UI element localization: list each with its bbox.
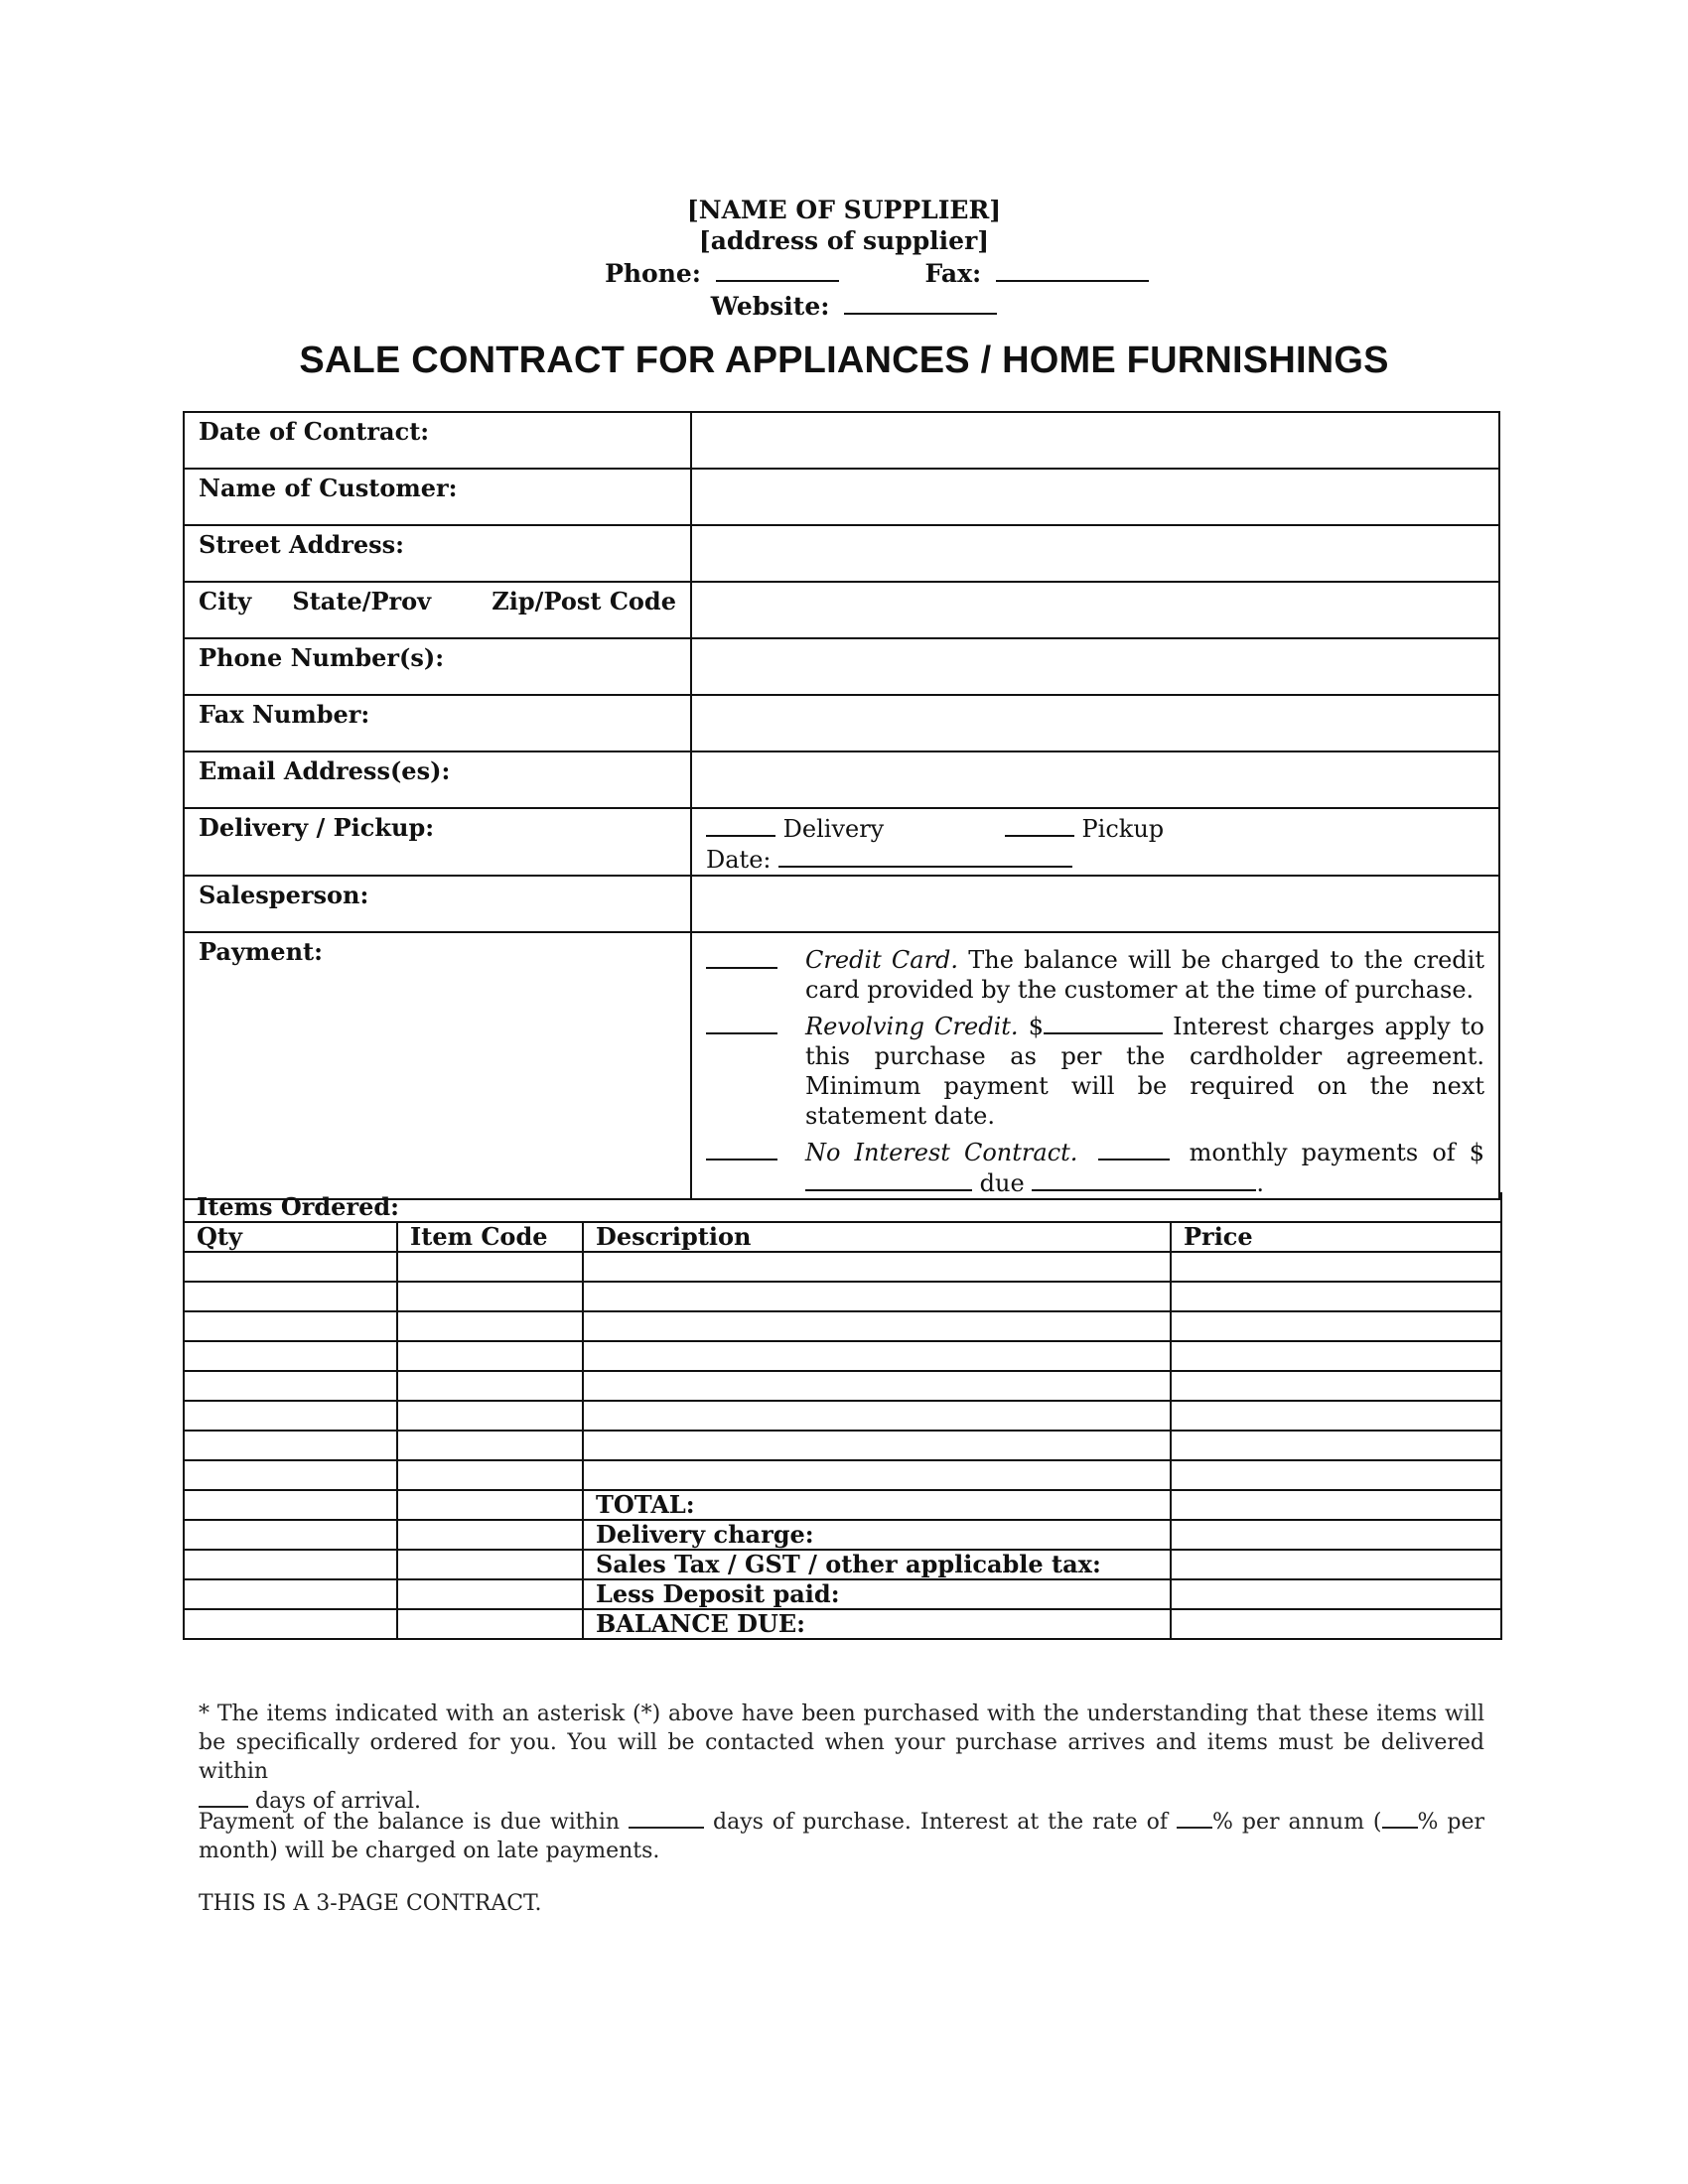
payment-options — [691, 932, 1499, 1199]
table-row — [184, 1371, 1501, 1401]
form-row-salesperson — [184, 876, 1499, 932]
payment-due-text-1: Payment of the balance is due within — [199, 1810, 621, 1835]
description-cell[interactable] — [583, 1341, 1171, 1371]
item-code-cell[interactable] — [397, 1401, 583, 1431]
item-code-cell[interactable] — [397, 1579, 583, 1609]
qty-cell[interactable] — [184, 1579, 397, 1609]
qty-cell[interactable] — [184, 1311, 397, 1341]
delivery-option-label: Delivery — [782, 815, 885, 843]
payment-due-text-3: % per annum ( — [1212, 1810, 1382, 1835]
col-price: Price — [1171, 1222, 1501, 1252]
items-ordered-heading: Items Ordered: — [184, 1192, 1501, 1222]
no-interest-count-field[interactable] — [1098, 1137, 1170, 1160]
sales-tax-label: Sales Tax / GST / other applicable tax: — [583, 1550, 1171, 1579]
monthly-rate-field[interactable] — [1382, 1807, 1418, 1829]
salesperson-label: Salesperson: — [184, 876, 691, 932]
description-cell[interactable] — [583, 1431, 1171, 1460]
delivery-pickup-label: Delivery / Pickup: — [184, 808, 691, 876]
phone-numbers-label: Phone Number(s): — [184, 638, 691, 695]
customer-form — [183, 411, 1500, 1200]
qty-cell[interactable] — [184, 1609, 397, 1639]
website-label: Website: — [710, 292, 830, 321]
item-code-cell[interactable] — [397, 1460, 583, 1490]
date-of-contract-field[interactable] — [691, 412, 1499, 469]
delivery-charge-row — [184, 1520, 1501, 1550]
table-row — [184, 1401, 1501, 1431]
balance-due-row — [184, 1609, 1501, 1639]
revolving-credit-title: Revolving Credit. — [805, 1013, 1019, 1040]
form-row-street — [184, 525, 1499, 582]
payment-due-text-2: days of purchase. Interest at the rate of — [713, 1810, 1169, 1835]
table-row — [184, 1282, 1501, 1311]
payment-revolving-credit — [706, 1011, 1484, 1131]
price-cell[interactable] — [1171, 1401, 1501, 1431]
description-cell[interactable] — [583, 1371, 1171, 1401]
delivery-date-label: Date: — [706, 846, 772, 874]
revolving-credit-text: Interest charges apply to this purchase as per the cardholder agreement. Minimum payment will be required on the next statement date. — [805, 1013, 1484, 1130]
qty-cell[interactable] — [184, 1431, 397, 1460]
item-code-cell[interactable] — [397, 1490, 583, 1520]
item-code-cell[interactable] — [397, 1520, 583, 1550]
total-label: TOTAL: — [583, 1490, 1171, 1520]
street-address-label: Street Address: — [184, 525, 691, 582]
form-row-city — [184, 582, 1499, 638]
table-row — [184, 1460, 1501, 1490]
table-row — [184, 1311, 1501, 1341]
street-address-field[interactable] — [691, 525, 1499, 582]
deposit-row — [184, 1579, 1501, 1609]
payment-due-text-4: % per month) will be charged on late payments. — [199, 1810, 1485, 1863]
payment-no-interest — [706, 1137, 1484, 1198]
balance-due-price-cell[interactable] — [1171, 1609, 1501, 1639]
description-cell[interactable] — [583, 1401, 1171, 1431]
qty-cell[interactable] — [184, 1252, 397, 1282]
city-state-zip-label — [184, 582, 691, 638]
qty-cell[interactable] — [184, 1341, 397, 1371]
deposit-price-cell[interactable] — [1171, 1579, 1501, 1609]
payment-days-field[interactable] — [629, 1807, 704, 1829]
form-row-payment — [184, 932, 1499, 1199]
phone-field[interactable] — [716, 256, 839, 282]
credit-card-text: The balance will be charged to the credit card provided by the customer at the time of purchase. — [805, 946, 1484, 1004]
email-label: Email Address(es): — [184, 751, 691, 808]
zip-label: Zip/Post Code — [492, 587, 676, 615]
date-of-contract-label: Date of Contract: — [184, 412, 691, 469]
supplier-phone-fax — [0, 256, 1688, 289]
form-row-email — [184, 751, 1499, 808]
fax-label: Fax: — [924, 259, 982, 288]
asterisk-note — [199, 1700, 1484, 1816]
col-description: Description — [583, 1222, 1171, 1252]
salesperson-field[interactable] — [691, 876, 1499, 932]
form-row-date — [184, 412, 1499, 469]
no-interest-checkbox-line[interactable] — [706, 1137, 777, 1160]
sales-tax-price-cell[interactable] — [1171, 1550, 1501, 1579]
payment-label: Payment: — [184, 932, 691, 1199]
city-label: City — [199, 587, 252, 615]
less-deposit-label: Less Deposit paid: — [583, 1579, 1171, 1609]
delivery-charge-label: Delivery charge: — [583, 1520, 1171, 1550]
credit-card-checkbox-line[interactable] — [706, 945, 777, 969]
price-cell[interactable] — [1171, 1460, 1501, 1490]
items-ordered-row — [184, 1192, 1501, 1222]
sales-tax-row — [184, 1550, 1501, 1579]
pickup-checkbox-line[interactable] — [1005, 813, 1074, 837]
price-cell[interactable] — [1171, 1371, 1501, 1401]
qty-cell[interactable] — [184, 1371, 397, 1401]
total-row — [184, 1490, 1501, 1520]
form-row-customer — [184, 469, 1499, 525]
name-of-customer-field[interactable] — [691, 469, 1499, 525]
items-header-row — [184, 1222, 1501, 1252]
state-label: State/Prov — [292, 587, 432, 615]
pickup-option-label: Pickup — [1081, 815, 1165, 843]
asterisk-note-text: * The items indicated with an asterisk (*) above have been purchased with the understanding that these items will be specifically ordered for you. You will be contacted when your purchase arrives and items must be delivered within — [199, 1702, 1484, 1784]
price-cell[interactable] — [1171, 1311, 1501, 1341]
item-code-cell[interactable] — [397, 1282, 583, 1311]
fax-number-label: Fax Number: — [184, 695, 691, 751]
price-cell[interactable] — [1171, 1341, 1501, 1371]
annual-rate-field[interactable] — [1177, 1807, 1212, 1829]
city-state-zip-field[interactable] — [691, 582, 1499, 638]
table-row — [184, 1252, 1501, 1282]
asterisk-note-end: days of arrival. — [255, 1789, 422, 1814]
page-title: SALE CONTRACT FOR APPLIANCES / HOME FURNISHINGS — [299, 340, 1389, 381]
col-qty: Qty — [184, 1222, 397, 1252]
form-row-delivery — [184, 808, 1499, 876]
email-field[interactable] — [691, 751, 1499, 808]
no-interest-period: . — [1256, 1169, 1264, 1197]
no-interest-due: due — [979, 1169, 1025, 1197]
no-interest-title: No Interest Contract. — [805, 1139, 1078, 1166]
item-code-cell[interactable] — [397, 1341, 583, 1371]
price-cell[interactable] — [1171, 1252, 1501, 1282]
website-field[interactable] — [844, 289, 997, 315]
total-price-cell[interactable] — [1171, 1490, 1501, 1520]
description-cell[interactable] — [583, 1460, 1171, 1490]
table-row — [184, 1431, 1501, 1460]
item-code-cell[interactable] — [397, 1550, 583, 1579]
qty-cell[interactable] — [184, 1401, 397, 1431]
item-code-cell[interactable] — [397, 1252, 583, 1282]
delivery-pickup-field — [691, 808, 1499, 876]
fax-number-field[interactable] — [691, 695, 1499, 751]
no-interest-text: monthly payments of — [1189, 1139, 1456, 1166]
revolving-credit-checkbox-line[interactable] — [706, 1011, 777, 1034]
balance-due-label: BALANCE DUE: — [583, 1609, 1171, 1639]
item-code-cell[interactable] — [397, 1371, 583, 1401]
table-row — [184, 1341, 1501, 1371]
items-table — [183, 1192, 1502, 1640]
supplier-website — [0, 289, 1688, 322]
item-code-cell[interactable] — [397, 1609, 583, 1639]
delivery-checkbox-line[interactable] — [706, 813, 775, 837]
revolving-dollar: $ — [1028, 1013, 1044, 1040]
description-cell[interactable] — [583, 1282, 1171, 1311]
no-interest-amount-field[interactable] — [805, 1167, 972, 1191]
name-of-customer-label: Name of Customer: — [184, 469, 691, 525]
qty-cell[interactable] — [184, 1550, 397, 1579]
qty-cell[interactable] — [184, 1460, 397, 1490]
days-of-arrival-field[interactable] — [199, 1786, 248, 1808]
delivery-date-field[interactable] — [778, 844, 1072, 868]
page-count-note: THIS IS A 3-PAGE CONTRACT. — [199, 1891, 542, 1916]
qty-cell[interactable] — [184, 1490, 397, 1520]
payment-terms-note — [199, 1807, 1484, 1865]
form-row-phone — [184, 638, 1499, 695]
supplier-address: [address of supplier] — [698, 226, 990, 255]
no-interest-dollar: $ — [1469, 1139, 1485, 1166]
delivery-charge-price-cell[interactable] — [1171, 1520, 1501, 1550]
supplier-name: [NAME OF SUPPLIER] — [686, 196, 1002, 224]
price-cell[interactable] — [1171, 1282, 1501, 1311]
revolving-amount-field[interactable] — [1044, 1011, 1163, 1034]
item-code-cell[interactable] — [397, 1431, 583, 1460]
supplier-header — [0, 195, 1688, 322]
qty-cell[interactable] — [184, 1282, 397, 1311]
form-row-fax — [184, 695, 1499, 751]
phone-label: Phone: — [605, 259, 702, 288]
qty-cell[interactable] — [184, 1520, 397, 1550]
description-cell[interactable] — [583, 1311, 1171, 1341]
phone-numbers-field[interactable] — [691, 638, 1499, 695]
col-item-code: Item Code — [397, 1222, 583, 1252]
fax-field[interactable] — [996, 256, 1149, 282]
payment-credit-card — [706, 945, 1484, 1005]
no-interest-due-date-field[interactable] — [1032, 1167, 1256, 1191]
item-code-cell[interactable] — [397, 1311, 583, 1341]
price-cell[interactable] — [1171, 1431, 1501, 1460]
description-cell[interactable] — [583, 1252, 1171, 1282]
credit-card-title: Credit Card. — [805, 946, 959, 974]
